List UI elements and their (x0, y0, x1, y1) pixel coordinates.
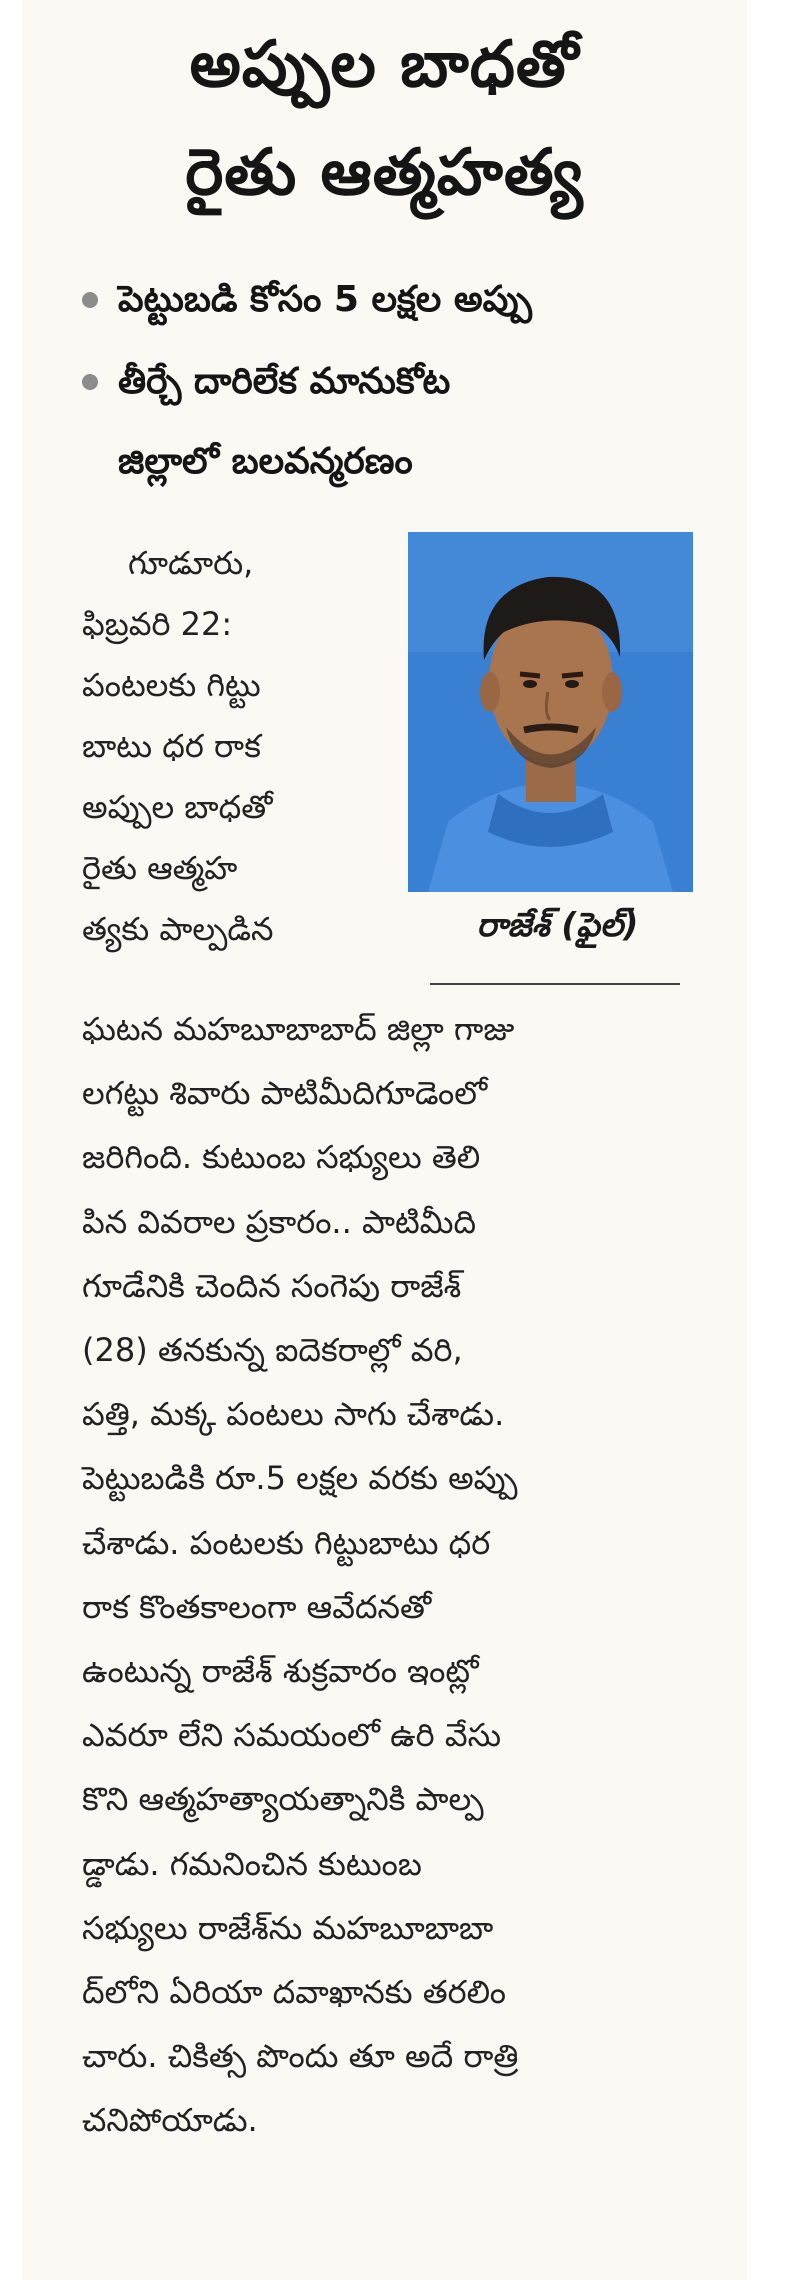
bullet-2: తీర్చే దారిలేక మానుకోట (118, 361, 451, 402)
body-line: పత్తి, మక్క పంటలు సాగు చేశాడు. (82, 1395, 505, 1434)
body-line: చనిపోయాడు. (82, 2101, 258, 2140)
body-line: ఉంటున్న రాజేశ్ శుక్రవారం ఇంట్లో (82, 1652, 479, 1690)
bullet-1: పెట్టుబడి కోసం 5 లక్షల అప్పు (118, 279, 532, 320)
caption-divider (430, 983, 680, 985)
body-line: ఎవరూ లేని సమయంలో ఉరి వేసు (82, 1716, 502, 1755)
body-line: బాటు ధర రాక (82, 727, 261, 765)
bullet-2-continued: జిల్లాలో బలవన్మరణం (118, 441, 413, 482)
body-line: సభ్యులు రాజేశ్‌ను మహబూబాబా (82, 1908, 494, 1947)
body-line: ఫిబ్రవరి 22: (82, 605, 233, 643)
headline-line-1: అప్పుల బాధతో (189, 28, 580, 102)
portrait-image (408, 532, 693, 892)
body-line: చారు. చికిత్స పొందు తూ అదే రాత్రి (82, 2037, 519, 2076)
body-line: గూడేనికి చెందిన సంగెపు రాజేశ్ (82, 1266, 462, 1305)
body-line: ఘటన మహబూబాబాద్ జిల్లా గాజు (82, 1010, 515, 1048)
body-line: ద్‌లోని ఏరియా దవాఖానకు తరలిం (82, 1973, 506, 2011)
body-line: జరిగింది. కుటుంబ సభ్యులు తెలి (82, 1138, 481, 1177)
body-line: (28) తనకున్న ఐదెకరాల్లో వరి, (82, 1331, 463, 1369)
body-line: పెట్టుబడికి రూ.5 లక్షల వరకు అప్పు (82, 1459, 518, 1498)
bullet-dot-icon (82, 374, 98, 390)
body-line: త్యకు పాల్పడిన (82, 910, 274, 948)
body-line: పంటలకు గిట్టు (82, 666, 261, 704)
body-line: చేశాడు. పంటలకు గిట్టుబాటు ధర (82, 1523, 491, 1562)
body-line: కొని ఆత్మహత్యాయత్నానికి పాల్ప (82, 1780, 484, 1819)
body-line: లగట్టు శివారు పాటిమీదిగూడెంలో (82, 1074, 488, 1113)
body-line: రాక కొంతకాలంగా ఆవేదనతో (82, 1587, 432, 1626)
body-line: గూడూరు, (128, 544, 254, 582)
rajesh-photo (408, 532, 693, 892)
photo-caption: రాజేశ్ (ఫైల్) (476, 905, 639, 944)
body-line: రైతు ఆత్మహ (82, 849, 238, 887)
bullet-dot-icon (82, 292, 98, 308)
body-line: అప్పుల బాధతో (82, 788, 273, 826)
body-line: డ్డాడు. గమనించిన కుటుంబ (82, 1844, 422, 1883)
headline-line-2: రైతు ఆత్మహత్య (185, 136, 584, 210)
body-line: పిన వివరాల ప్రకారం.. పాటిమీది (82, 1202, 477, 1241)
